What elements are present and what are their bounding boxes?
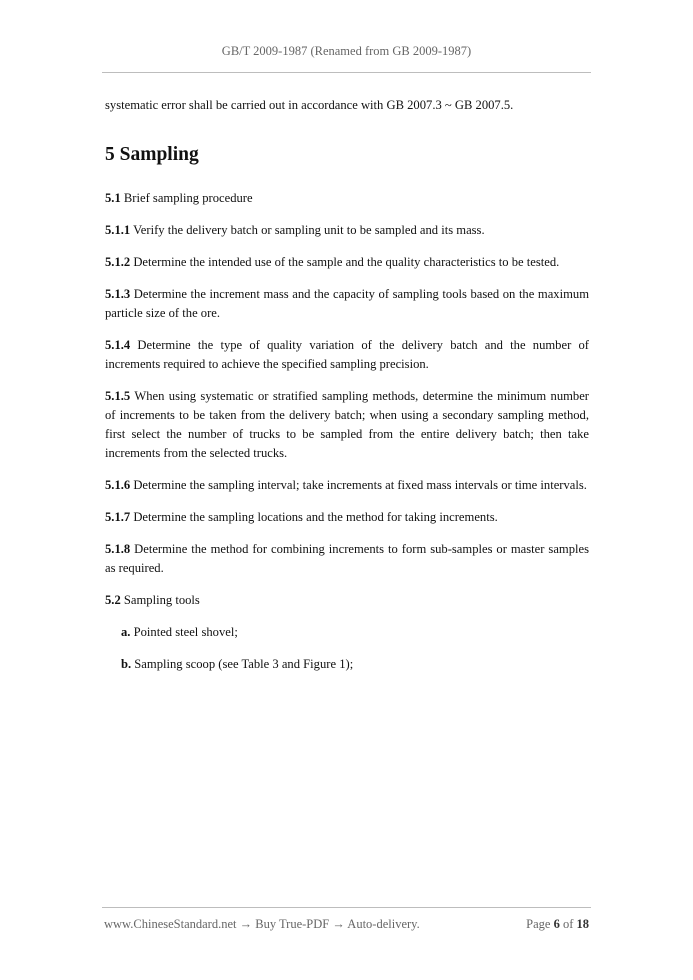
- list-item: [105, 655, 589, 674]
- clause-number: 5.1: [105, 191, 121, 205]
- list-item-label: b.: [121, 657, 132, 671]
- clause-number: 5.1.3: [105, 287, 131, 301]
- clause-5-1-4: [105, 336, 589, 374]
- clause-number: 5.1.5: [105, 389, 131, 403]
- clause-5-1-1: [105, 221, 589, 240]
- page-prefix: Page: [526, 917, 554, 931]
- clause-text: Determine the method for combining increments to form sub-samples or master samples as required.: [105, 542, 589, 575]
- list-item-text: Pointed steel shovel;: [130, 625, 238, 639]
- clause-5-1-5: [105, 387, 589, 463]
- clause-text: Brief sampling procedure: [120, 191, 253, 205]
- clause-text: Determine the increment mass and the capacity of sampling tools based on the maximum particle size of the ore.: [105, 287, 589, 320]
- list-item-text: Sampling scoop (see Table 3 and Figure 1);: [131, 657, 354, 671]
- page-header: GB/T 2009-1987 (Renamed from GB 2009-1987): [221, 44, 472, 58]
- clause-number: 5.1.2: [105, 255, 131, 269]
- clause-5-1-7: [105, 508, 589, 527]
- clause-5-1: [105, 189, 589, 208]
- intro-paragraph: systematic error shall be carried out in accordance with GB 2007.3 ~ GB 2007.5.: [105, 98, 514, 112]
- clause-text: Sampling tools: [120, 593, 200, 607]
- section-title: 5 Sampling: [105, 144, 199, 165]
- clause-5-2: [105, 591, 589, 610]
- clause-number: 5.1.1: [105, 223, 131, 237]
- clause-text: Determine the type of quality variation of the delivery batch and the number of increments required to achieve the specified sampling precision.: [105, 338, 589, 371]
- clause-text: Verify the delivery batch or sampling unit to be sampled and its mass.: [130, 223, 485, 237]
- page-of: of: [559, 917, 577, 931]
- clause-number: 5.1.4: [105, 338, 131, 352]
- header-divider: [102, 72, 591, 73]
- clause-text: Determine the intended use of the sample and the quality characteristics to be tested.: [130, 255, 560, 269]
- clause-number: 5.1.8: [105, 542, 131, 556]
- clause-text: When using systematic or stratified sampling methods, determine the minimum number of increments to be taken from the delivery batch; when using a secondary sampling method, first select the number of trucks to be sampled from the entire delivery batch; then take increments from the selected trucks.: [105, 389, 589, 460]
- clause-text: Determine the sampling locations and the method for taking increments.: [130, 510, 498, 524]
- list-item-label: a.: [121, 625, 131, 639]
- clause-number: 5.1.6: [105, 478, 131, 492]
- clause-5-1-8: [105, 540, 589, 578]
- page-current: 6: [553, 917, 560, 931]
- clause-5-1-6: [105, 476, 589, 495]
- page-number: [526, 917, 589, 932]
- clause-number: 5.2: [105, 593, 121, 607]
- clause-number: 5.1.7: [105, 510, 131, 524]
- footer-link[interactable]: www.ChineseStandard.net → Buy True-PDF → Auto-delivery.: [104, 917, 420, 931]
- clause-5-1-2: [105, 253, 589, 272]
- list-item: [105, 623, 589, 642]
- page-total: 18: [576, 917, 589, 931]
- document-body: [105, 96, 589, 687]
- clause-5-1-3: [105, 285, 589, 323]
- clause-text: Determine the sampling interval; take increments at fixed mass intervals or time intervals.: [130, 478, 587, 492]
- footer-divider: [102, 907, 591, 908]
